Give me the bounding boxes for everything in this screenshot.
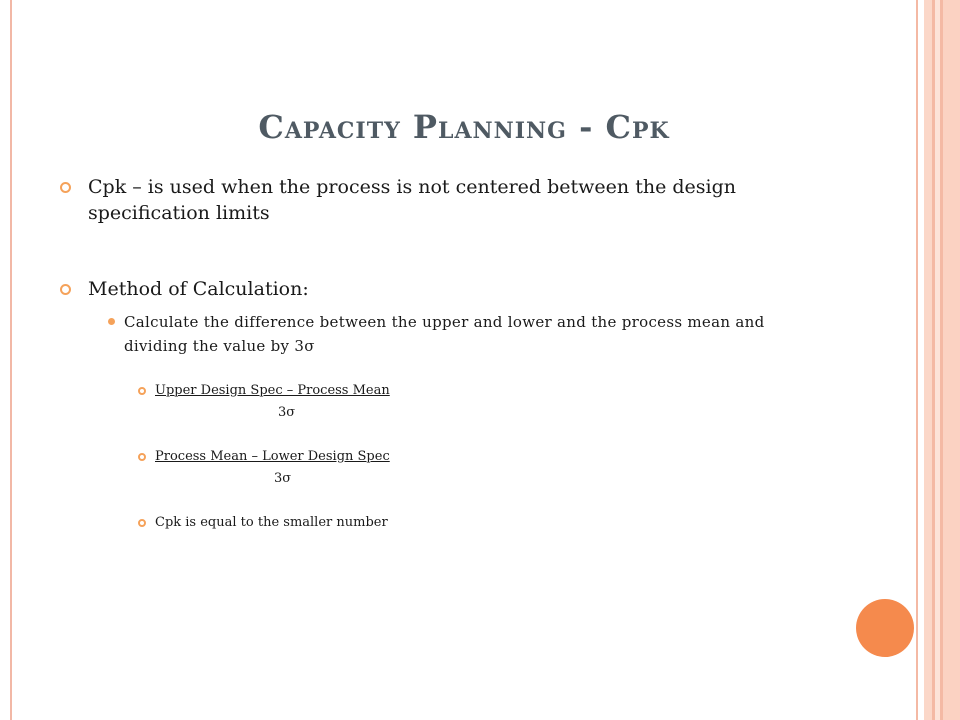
slide-content: [60, 174, 780, 532]
formula-denominator: 3σ: [274, 471, 292, 486]
sub-bullet-text: Calculate the difference between the upper and lower and the process mean and dividing the value by 3σ: [124, 313, 765, 355]
bullet-item: [60, 276, 780, 302]
slide-title: Capacity Planning - Cpk: [258, 108, 670, 146]
bullet-ring-icon: [60, 284, 71, 295]
bullet-ring-small-icon: [138, 387, 146, 395]
formula-numerator: Upper Design Spec – Process Mean: [155, 383, 390, 398]
bullet-dot-icon: [108, 318, 115, 325]
bullet-item: [60, 174, 780, 226]
bullet-text: Method of Calculation:: [88, 278, 309, 300]
formula-denominator: 3σ: [278, 405, 296, 420]
bullet-ring-small-icon: [138, 453, 146, 461]
left-border-line: [10, 0, 12, 720]
formula-item: [60, 514, 780, 532]
formula-item: [60, 382, 780, 400]
bullet-ring-icon: [60, 182, 71, 193]
conclusion-text: Cpk is equal to the smaller number: [155, 515, 388, 530]
formula-item: [60, 448, 780, 466]
decorative-orange-circle: [856, 599, 914, 657]
stripe: [924, 0, 932, 720]
right-decorative-stripes: [916, 0, 960, 720]
bullet-ring-small-icon: [138, 519, 146, 527]
sub-bullet-item: [60, 310, 780, 358]
formula-numerator: Process Mean – Lower Design Spec: [155, 449, 390, 464]
stripe: [943, 0, 960, 720]
bullet-text: Cpk – is used when the process is not centered between the design specification limits: [88, 176, 736, 224]
stripe: [916, 0, 918, 720]
